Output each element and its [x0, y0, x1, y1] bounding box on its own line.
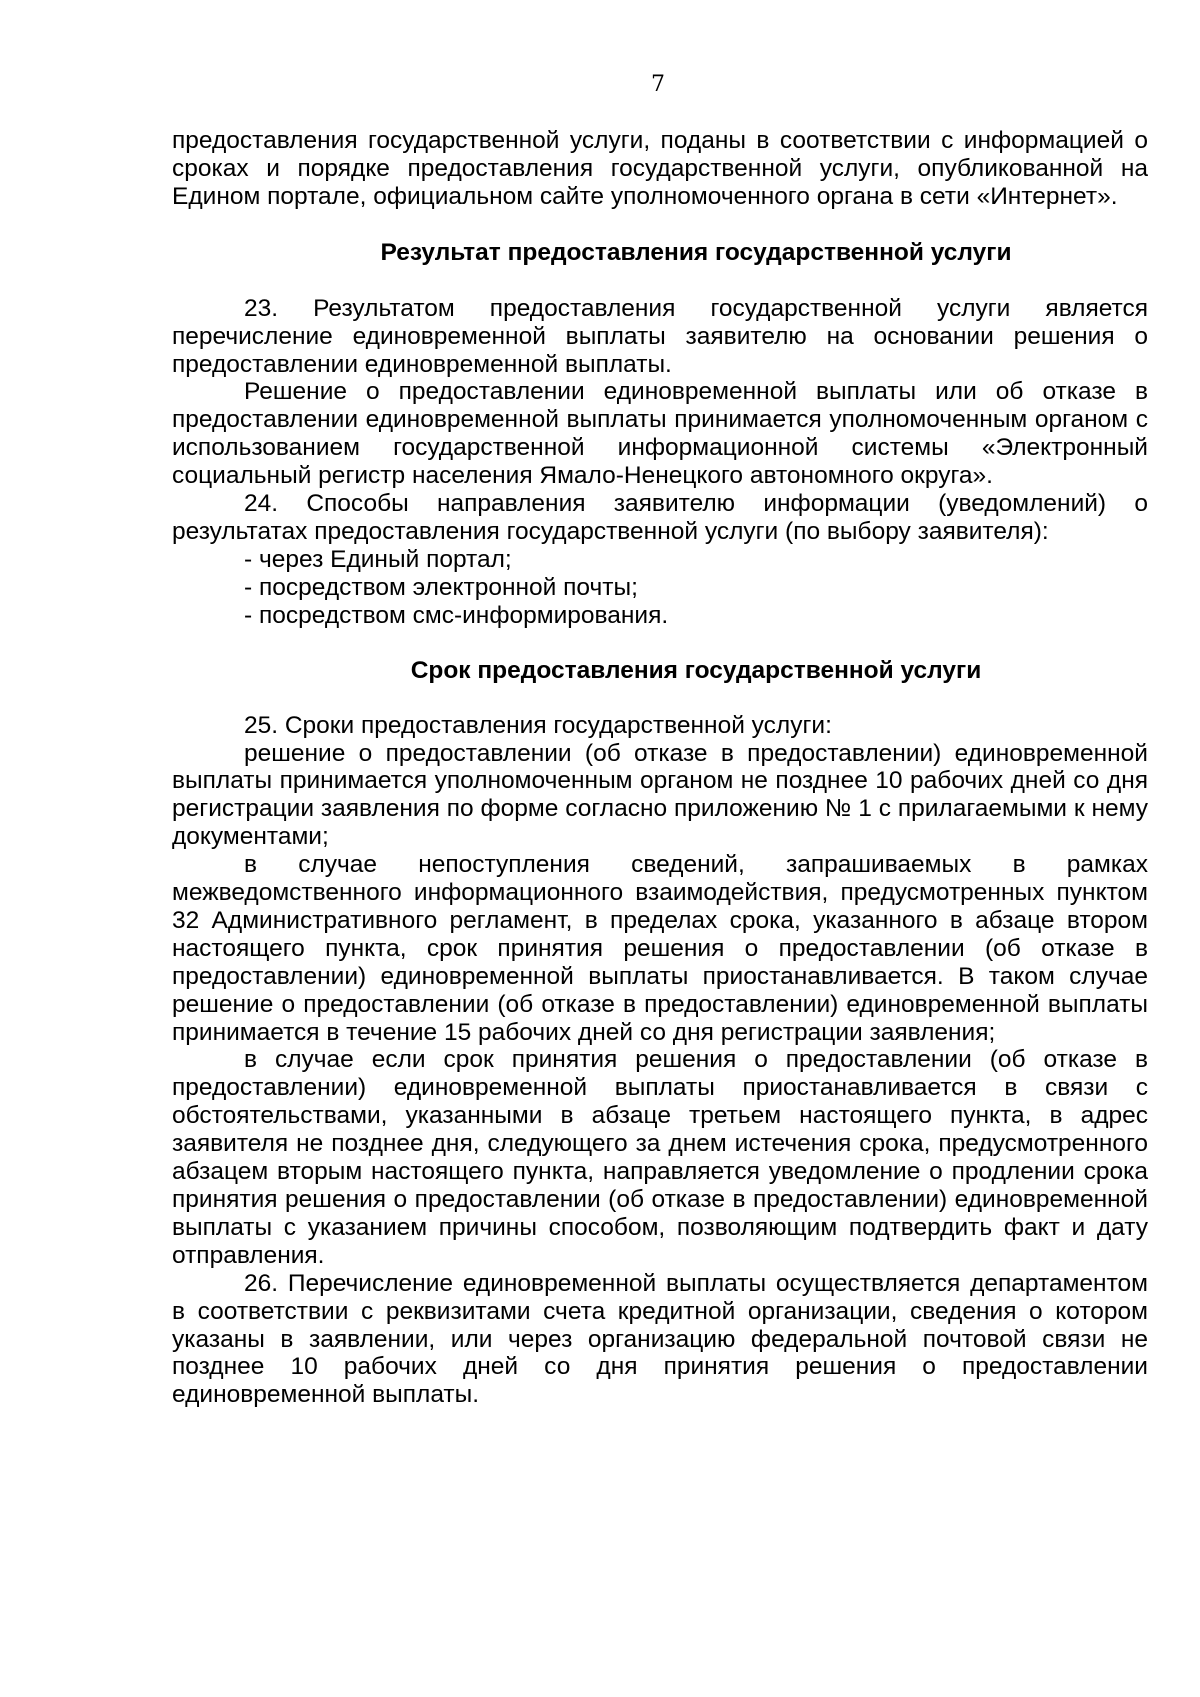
paragraph-23: 23. Результатом предоставления государственной услуги является перечисление единовременной выплаты заявителю на основании решения о предоставлении единовременной выплаты. — [172, 294, 1148, 378]
paragraph-25-decision: решение о предоставлении (об отказе в предоставлении) единовременной выплаты принимается уполномоченным органом не позднее 10 рабочих дней со дня регистрации заявления по форме согласно приложению № 1 с прилагаемыми к нему документами; — [172, 739, 1148, 851]
intro-paragraph: предоставления государственной услуги, поданы в соответствии с информацией о сроках и порядке предоставления государственной услуги, опубликованной на Едином портале, официальном сайте уполномоченного органа в сети «Интернет». — [172, 127, 1148, 210]
section-heading-result: Результат предоставления государственной услуги — [380, 238, 1012, 266]
paragraph-25: 25. Сроки предоставления государственной услуги: — [244, 711, 832, 739]
paragraph-25-notification: в случае если срок принятия решения о предоставлении (об отказе в предоставлении) единовременной выплаты приостанавливается в связи с обстоятельствами, указанными в абзаце третьем настоящего пункта, в адрес заявителя не позднее дня, следующего за днем истечения срока, предусмотренного абзацем вторым настоящего пункта, направляется уведомление о продлении срока принятия решения о предоставлении (об отказе в предоставлении) единовременной выплаты с указанием причины способом, позволяющим подтвердить факт и дату отправления. — [172, 1046, 1148, 1269]
paragraph-25-suspension: в случае непоступления сведений, запрашиваемых в рамках межведомственного информационного взаимодействия, предусмотренных пунктом 32 Административного регламент, в пределах срока, указанного в абзаце втором настоящего пункта, срок принятия решения о предоставлении (об отказе в предоставлении) единовременной выплаты приостанавливается. В таком случае решение о предоставлении (об отказе в предоставлении) единовременной выплаты принимается в течение 15 рабочих дней со дня регистрации заявления; — [172, 851, 1148, 1046]
paragraph-26: 26. Перечисление единовременной выплаты осуществляется департаментом в соответствии с реквизитами счета кредитной организации, сведения о котором указаны в заявлении, или через организацию федеральной почтовой связи не позднее 10 рабочих дней со дня принятия решения о предоставлении единовременной выплаты. — [172, 1269, 1148, 1409]
page-number: 7 — [651, 72, 665, 97]
paragraph-24: 24. Способы направления заявителю информации (уведомлений) о результатах предоставления государственной услуги (по выбору заявителя): — [172, 490, 1148, 545]
section-heading-term: Срок предоставления государственной услуги — [410, 656, 982, 684]
list-item: - посредством смс-информирования. — [244, 601, 669, 629]
list-item: - посредством электронной почты; — [244, 573, 638, 601]
document-body — [172, 127, 1148, 1409]
list-item: - через Единый портал; — [244, 545, 512, 573]
paragraph-23-decision: Решение о предоставлении единовременной выплаты или об отказе в предоставлении единовременной выплаты принимается уполномоченным органом с использованием государственной информационной системы «Электронный социальный регистр населения Ямало-Ненецкого автономного округа». — [172, 378, 1148, 490]
